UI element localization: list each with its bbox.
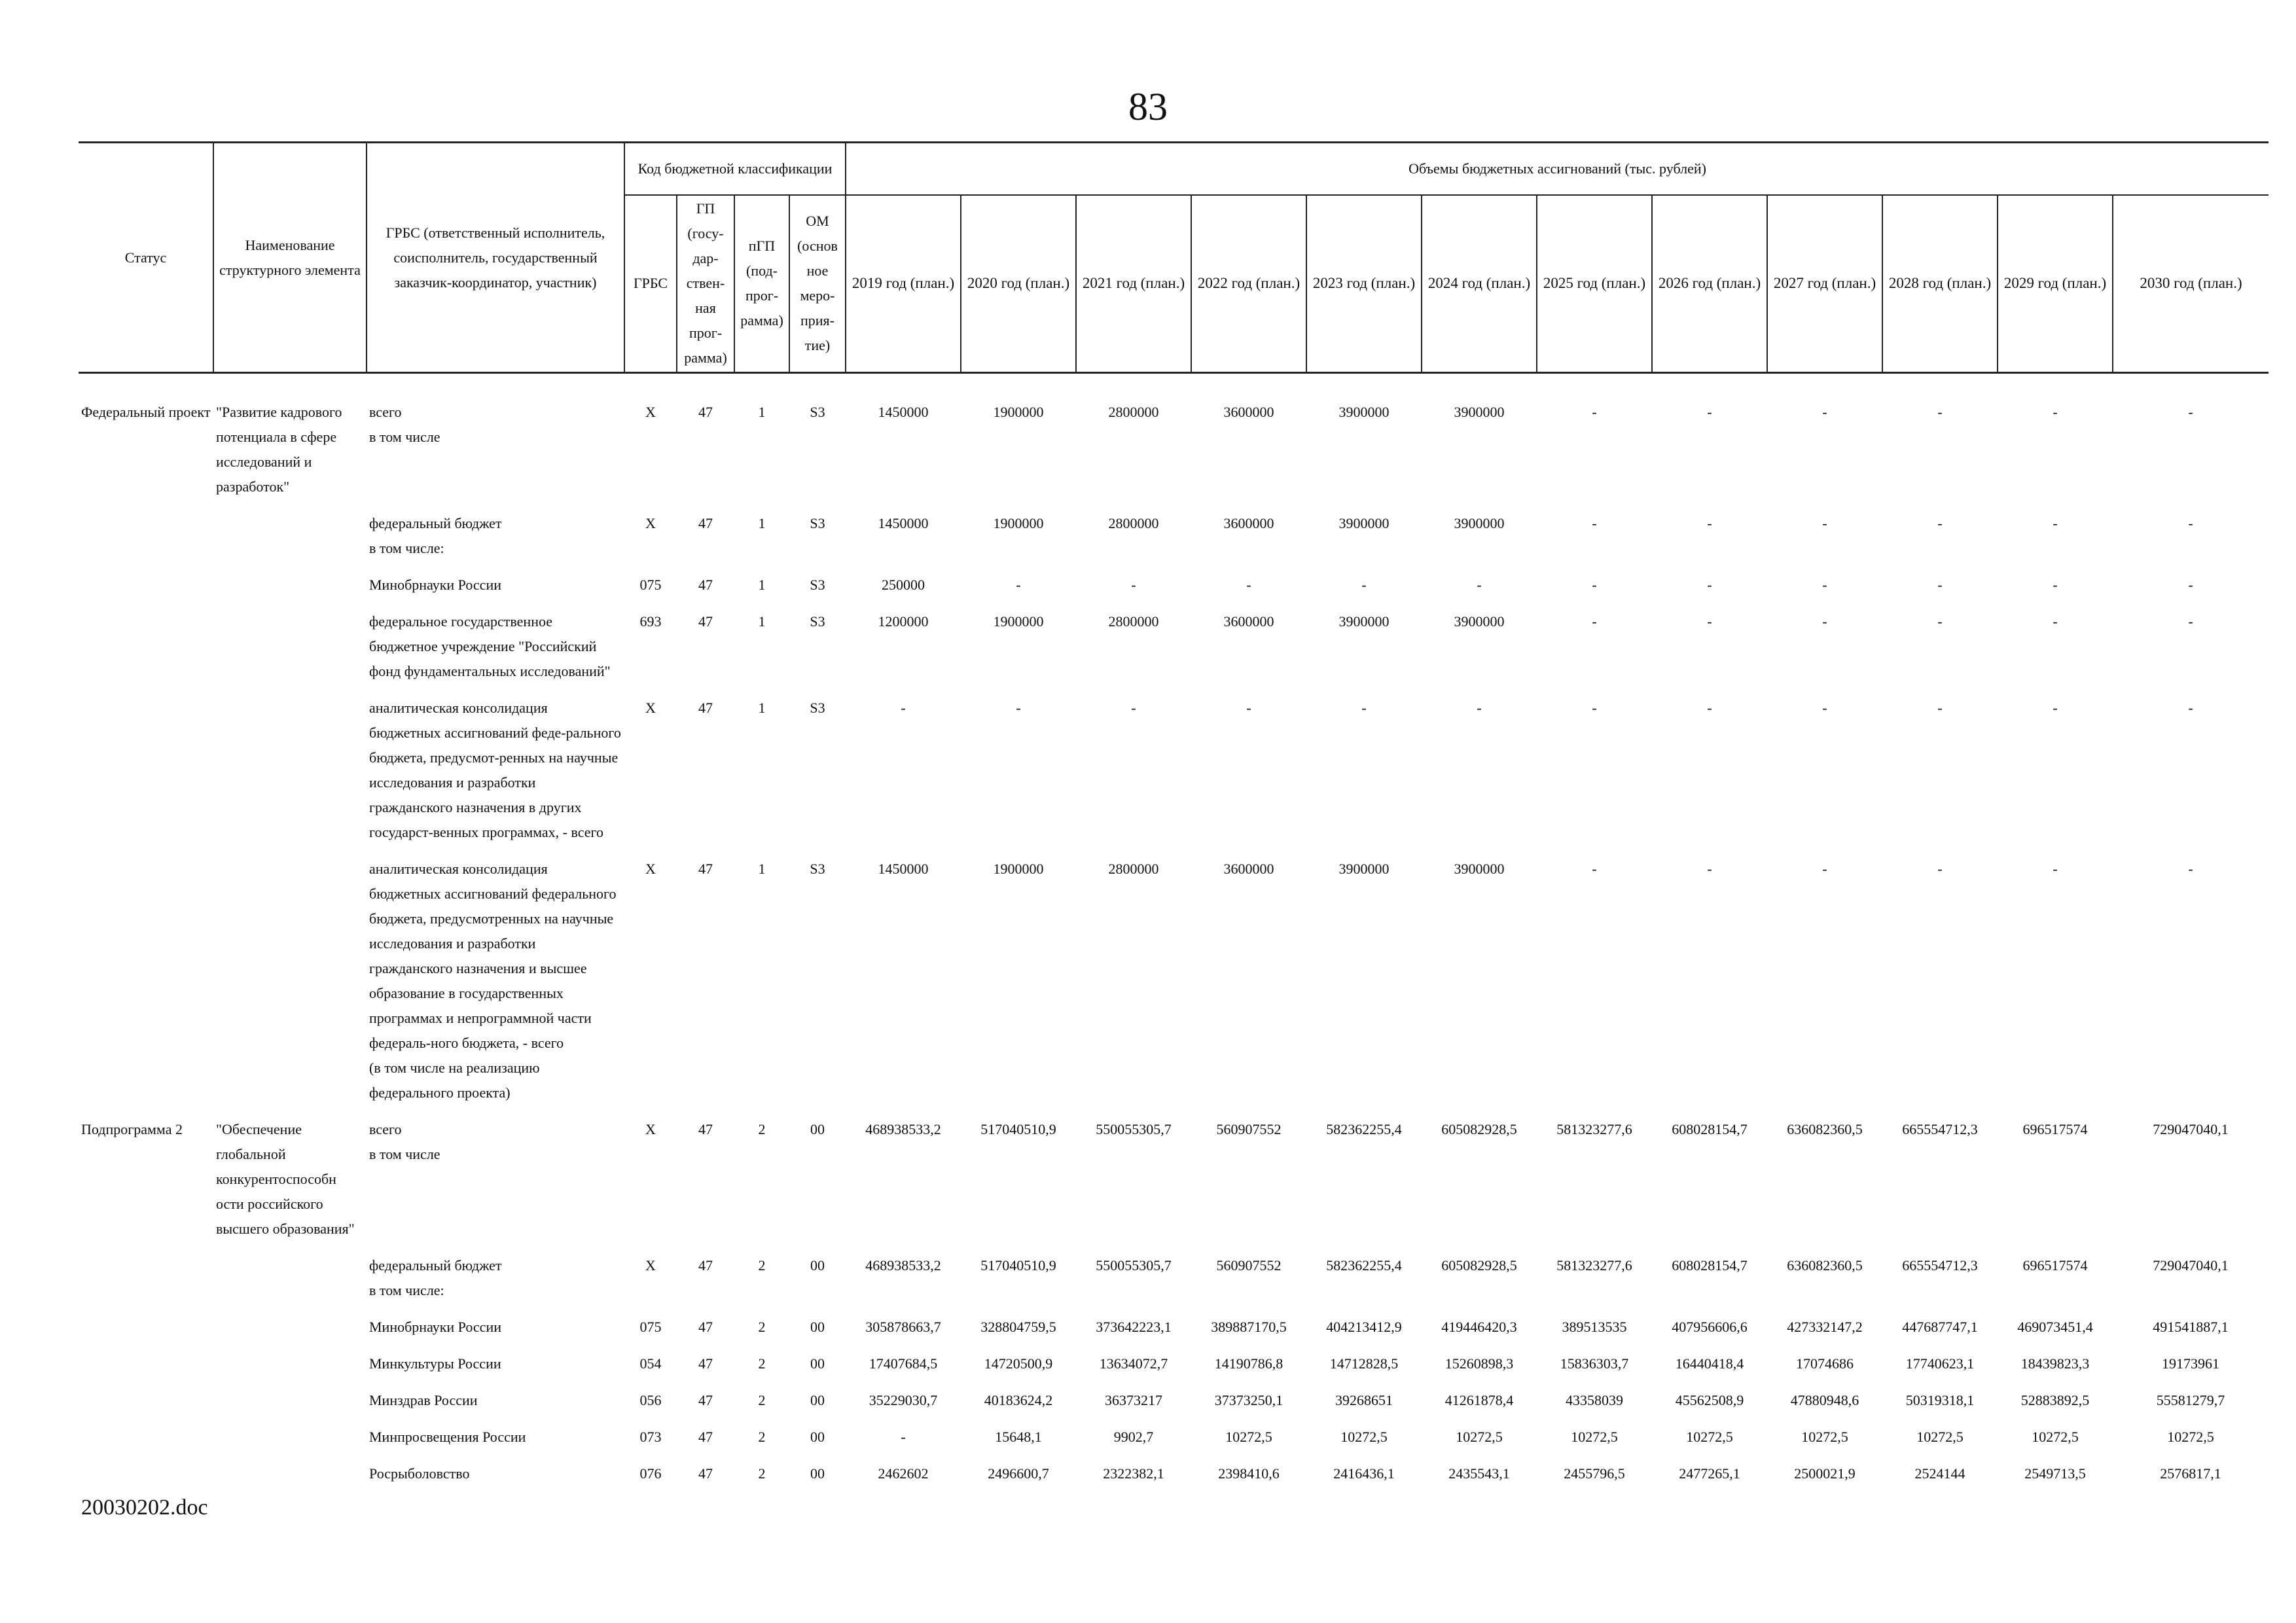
header-year: 2021 год (план.)	[1076, 195, 1191, 373]
row-year-value: -	[1937, 515, 1943, 531]
row-gp-code: 47	[698, 1392, 713, 1408]
row-year-value: 419446420,3	[1441, 1319, 1517, 1335]
table-row	[79, 397, 2269, 508]
header-om: ОМ (основ ное меро-прия-тие)	[789, 195, 846, 373]
row-structural-element: "Развитие кадрового потенциала в сфере исследований и разработок"	[216, 404, 342, 495]
row-year-value: 17740623,1	[1905, 1355, 1975, 1372]
row-year-value: 3900000	[1454, 515, 1505, 531]
row-om-code: 00	[810, 1121, 825, 1137]
header-year: 2027 год (план.)	[1767, 195, 1882, 373]
row-year-value: 2549713,5	[2024, 1465, 2086, 1482]
row-year-value: 15836303,7	[1560, 1355, 1629, 1372]
row-year-value: -	[2053, 613, 2058, 630]
row-grbs-code: Х	[645, 861, 656, 877]
header-grbs: ГРБС	[624, 195, 677, 373]
row-structural-element	[213, 508, 367, 570]
row-year-value: 389513535	[1562, 1319, 1627, 1335]
row-year-value: 3600000	[1223, 613, 1274, 630]
table-row	[79, 854, 2269, 1115]
row-gp-code: 47	[698, 613, 713, 630]
row-status: Подпрограмма 2	[81, 1121, 183, 1137]
header-volumes: Объемы бюджетных ассигнований (тыс. рублей)	[846, 143, 2269, 195]
row-year-value: 1450000	[878, 404, 929, 420]
row-grbs-description: федеральное государственное бюджетное учреждение "Российский фонд фундаментальных исследований"	[369, 613, 611, 679]
row-pgp-code: 2	[758, 1392, 766, 1408]
row-gp-code: 47	[698, 1465, 713, 1482]
row-year-value: -	[1707, 613, 1712, 630]
footer-filename: 20030202.doc	[81, 1495, 208, 1520]
row-year-value: 55581279,7	[2156, 1392, 2225, 1408]
row-year-value: -	[1707, 404, 1712, 420]
row-year-value: -	[901, 1429, 906, 1445]
row-pgp-code: 2	[758, 1257, 766, 1274]
row-year-value: 10272,5	[1340, 1429, 1388, 1445]
row-year-value: 3900000	[1338, 613, 1390, 630]
row-pgp-code: 2	[758, 1465, 766, 1482]
row-year-value: 447687747,1	[1902, 1319, 1978, 1335]
row-year-value: -	[1937, 861, 1943, 877]
row-status	[79, 1422, 213, 1459]
row-year-value: 2496600,7	[988, 1465, 1049, 1482]
row-structural-element	[213, 1459, 367, 1495]
row-gp-code: 47	[698, 515, 713, 531]
row-pgp-code: 1	[758, 404, 766, 420]
row-year-value: -	[1822, 700, 1827, 716]
row-gp-code: 47	[698, 700, 713, 716]
row-year-value: -	[1937, 404, 1943, 420]
row-year-value: 3900000	[1338, 515, 1390, 531]
row-year-value: 1450000	[878, 515, 929, 531]
row-year-value: -	[2053, 577, 2058, 593]
header-name: Наименование структурного элемента	[213, 143, 367, 373]
row-om-code: S3	[810, 861, 825, 877]
row-year-value: 1200000	[878, 613, 929, 630]
row-grbs-code: 073	[639, 1429, 662, 1445]
row-year-value: -	[1937, 577, 1943, 593]
row-om-code: 00	[810, 1465, 825, 1482]
row-year-value: 14720500,9	[984, 1355, 1053, 1372]
row-gp-code: 47	[698, 404, 713, 420]
row-year-value: -	[2188, 404, 2193, 420]
row-year-value: 665554712,3	[1902, 1121, 1978, 1137]
row-year-value: 39268651	[1335, 1392, 1393, 1408]
row-year-value: 560907552	[1216, 1257, 1282, 1274]
table-body	[79, 373, 2269, 1496]
row-year-value: -	[1361, 700, 1367, 716]
row-year-value: 3900000	[1454, 861, 1505, 877]
row-gp-code: 47	[698, 1319, 713, 1335]
row-year-value: 16440418,4	[1675, 1355, 1744, 1372]
row-gp-code: 47	[698, 861, 713, 877]
row-year-value: -	[1822, 861, 1827, 877]
row-year-value: 10272,5	[1456, 1429, 1503, 1445]
row-year-value: 1900000	[993, 613, 1044, 630]
row-pgp-code: 2	[758, 1319, 766, 1335]
row-grbs-code: 056	[639, 1392, 662, 1408]
row-year-value: 52883892,5	[2020, 1392, 2090, 1408]
row-year-value: 550055305,7	[1096, 1257, 1172, 1274]
table-row	[79, 1385, 2269, 1422]
row-pgp-code: 2	[758, 1429, 766, 1445]
row-year-value: -	[2053, 404, 2058, 420]
row-year-value: 3900000	[1454, 404, 1505, 420]
row-grbs-description: всего в том числе	[369, 404, 440, 445]
row-year-value: 305878663,7	[865, 1319, 941, 1335]
row-year-value: 13634072,7	[1099, 1355, 1168, 1372]
row-year-value: 517040510,9	[980, 1121, 1056, 1137]
row-status	[79, 693, 213, 854]
row-year-value: 605082928,5	[1441, 1257, 1517, 1274]
budget-table	[79, 141, 2269, 1495]
row-year-value: 427332147,2	[1787, 1319, 1863, 1335]
row-year-value: 40183624,2	[984, 1392, 1053, 1408]
table-row	[79, 1422, 2269, 1459]
row-year-value: 1900000	[993, 515, 1044, 531]
row-om-code: S3	[810, 613, 825, 630]
row-status	[79, 1349, 213, 1385]
row-year-value: -	[1937, 613, 1943, 630]
row-year-value: 10272,5	[1686, 1429, 1733, 1445]
row-year-value: 10272,5	[2032, 1429, 2079, 1445]
row-pgp-code: 2	[758, 1121, 766, 1137]
row-year-value: 550055305,7	[1096, 1121, 1172, 1137]
row-year-value: 45562508,9	[1675, 1392, 1744, 1408]
row-year-value: 582362255,4	[1326, 1257, 1402, 1274]
row-structural-element: "Обеспечение глобальной конкурентоспособн ости российского высшего образования"	[216, 1121, 355, 1237]
row-grbs-description: Росрыболовство	[369, 1465, 470, 1482]
header-pgp: пГП (под-прог-рамма)	[734, 195, 789, 373]
row-om-code: S3	[810, 404, 825, 420]
row-gp-code: 47	[698, 1355, 713, 1372]
row-year-value: -	[1016, 700, 1021, 716]
row-pgp-code: 1	[758, 861, 766, 877]
row-grbs-code: 075	[639, 577, 662, 593]
row-year-value: 468938533,2	[865, 1257, 941, 1274]
row-year-value: -	[1707, 515, 1712, 531]
row-year-value: -	[1707, 700, 1712, 716]
row-year-value: 581323277,6	[1556, 1257, 1632, 1274]
row-year-value: 43358039	[1566, 1392, 1624, 1408]
row-year-value: 3600000	[1223, 515, 1274, 531]
header-year: 2020 год (план.)	[961, 195, 1076, 373]
row-om-code: 00	[810, 1392, 825, 1408]
header-year: 2022 год (план.)	[1191, 195, 1306, 373]
row-year-value: 2800000	[1108, 515, 1159, 531]
table-row	[79, 1459, 2269, 1495]
row-year-value: 491541887,1	[2153, 1319, 2229, 1335]
row-year-value: -	[2188, 515, 2193, 531]
row-status	[79, 508, 213, 570]
row-om-code: S3	[810, 515, 825, 531]
header-status: Статус	[79, 143, 213, 373]
row-om-code: 00	[810, 1355, 825, 1372]
row-year-value: 2800000	[1108, 861, 1159, 877]
row-year-value: 3600000	[1223, 861, 1274, 877]
row-grbs-description: аналитическая консолидация бюджетных ассигнований федерального бюджета, предусмотренных на научные исследования и разработки гражданского назначения и высшее образование в государственных программах и непрограммной части федераль-ного бюджета, - всего (в том числе на реализацию федерального проекта)	[369, 861, 617, 1101]
row-year-value: 581323277,6	[1556, 1121, 1632, 1137]
header-year: 2028 год (план.)	[1882, 195, 1998, 373]
row-year-value: 636082360,5	[1787, 1121, 1863, 1137]
row-structural-element	[213, 1422, 367, 1459]
row-year-value: -	[1937, 700, 1943, 716]
row-grbs-code: Х	[645, 1257, 656, 1274]
row-year-value: -	[1592, 515, 1597, 531]
row-year-value: 10272,5	[1571, 1429, 1618, 1445]
row-year-value: -	[1822, 577, 1827, 593]
row-year-value: 2524144	[1914, 1465, 1965, 1482]
row-grbs-code: 054	[639, 1355, 662, 1372]
header-year: 2024 год (план.)	[1422, 195, 1537, 373]
row-grbs-description: Минобрнауки России	[369, 577, 501, 593]
row-status	[79, 1385, 213, 1422]
row-year-value: 15648,1	[995, 1429, 1042, 1445]
row-year-value: -	[1477, 700, 1482, 716]
row-status	[79, 607, 213, 693]
row-gp-code: 47	[698, 1429, 713, 1445]
row-year-value: 14712828,5	[1329, 1355, 1399, 1372]
row-year-value: -	[1822, 515, 1827, 531]
row-grbs-code: Х	[645, 1121, 656, 1137]
row-year-value: -	[1592, 577, 1597, 593]
row-year-value: 17074686	[1796, 1355, 1854, 1372]
row-year-value: -	[1592, 404, 1597, 420]
row-grbs-description: Минздрав России	[369, 1392, 478, 1408]
header-year: 2030 год (план.)	[2113, 195, 2269, 373]
row-year-value: 696517574	[2022, 1257, 2088, 1274]
row-year-value: -	[1131, 700, 1136, 716]
row-year-value: 37373250,1	[1214, 1392, 1283, 1408]
row-year-value: -	[2188, 861, 2193, 877]
row-grbs-code: 075	[639, 1319, 662, 1335]
row-year-value: -	[1822, 404, 1827, 420]
row-year-value: 17407684,5	[869, 1355, 938, 1372]
row-year-value: 582362255,4	[1326, 1121, 1402, 1137]
row-year-value: 729047040,1	[2153, 1257, 2229, 1274]
row-year-value: -	[1361, 577, 1367, 593]
row-year-value: 14190786,8	[1214, 1355, 1283, 1372]
row-status	[79, 1251, 213, 1312]
row-year-value: -	[2053, 861, 2058, 877]
row-year-value: 50319318,1	[1905, 1392, 1975, 1408]
row-year-value: 36373217	[1105, 1392, 1163, 1408]
row-year-value: 19173961	[2162, 1355, 2220, 1372]
row-year-value: 35229030,7	[869, 1392, 938, 1408]
row-pgp-code: 1	[758, 700, 766, 716]
row-year-value: 389887170,5	[1211, 1319, 1287, 1335]
row-year-value: -	[1707, 861, 1712, 877]
row-om-code: S3	[810, 700, 825, 716]
row-year-value: 469073451,4	[2017, 1319, 2093, 1335]
row-grbs-code: Х	[645, 404, 656, 420]
row-status	[79, 1312, 213, 1349]
row-year-value: 1900000	[993, 861, 1044, 877]
row-structural-element	[213, 1251, 367, 1312]
row-year-value: 10272,5	[1801, 1429, 1848, 1445]
row-structural-element	[213, 1349, 367, 1385]
table-row	[79, 570, 2269, 607]
row-year-value: 665554712,3	[1902, 1257, 1978, 1274]
row-pgp-code: 1	[758, 613, 766, 630]
row-year-value: -	[1246, 577, 1251, 593]
row-year-value: 404213412,9	[1326, 1319, 1402, 1335]
row-year-value: -	[901, 700, 906, 716]
row-structural-element	[213, 1312, 367, 1349]
header-year: 2026 год (план.)	[1652, 195, 1767, 373]
table-row	[79, 1115, 2269, 1251]
row-grbs-description: Минкультуры России	[369, 1355, 501, 1372]
header-gp: ГП (госу-дар-ствен-ная прог-рамма)	[677, 195, 734, 373]
row-year-value: 729047040,1	[2153, 1121, 2229, 1137]
row-year-value: -	[1016, 577, 1021, 593]
row-year-value: 517040510,9	[980, 1257, 1056, 1274]
row-year-value: 1450000	[878, 861, 929, 877]
row-om-code: 00	[810, 1319, 825, 1335]
row-year-value: 2398410,6	[1218, 1465, 1280, 1482]
row-status	[79, 570, 213, 607]
row-om-code: 00	[810, 1257, 825, 1274]
row-structural-element	[213, 570, 367, 607]
row-status	[79, 1459, 213, 1495]
page-number: 83	[1128, 85, 1168, 128]
header-year: 2025 год (план.)	[1537, 195, 1652, 373]
row-year-value: 41261878,4	[1444, 1392, 1514, 1408]
row-grbs-description: Минобрнауки России	[369, 1319, 501, 1335]
row-year-value: 1900000	[993, 404, 1044, 420]
row-year-value: 608028154,7	[1672, 1121, 1748, 1137]
row-gp-code: 47	[698, 577, 713, 593]
row-structural-element	[213, 693, 367, 854]
row-year-value: -	[2188, 613, 2193, 630]
table-row	[79, 1251, 2269, 1312]
row-year-value: 605082928,5	[1441, 1121, 1517, 1137]
row-year-value: 407956606,6	[1672, 1319, 1748, 1335]
header-year: 2019 год (план.)	[846, 195, 961, 373]
row-year-value: 468938533,2	[865, 1121, 941, 1137]
row-year-value: 373642223,1	[1096, 1319, 1172, 1335]
row-year-value: 10272,5	[2167, 1429, 2214, 1445]
row-year-value: 2455796,5	[1564, 1465, 1625, 1482]
row-year-value: -	[1592, 861, 1597, 877]
header-code-group: Код бюджетной классификации	[624, 143, 846, 195]
row-grbs-code: 693	[639, 613, 662, 630]
row-year-value: -	[1592, 613, 1597, 630]
row-year-value: 10272,5	[1916, 1429, 1964, 1445]
row-year-value: 560907552	[1216, 1121, 1282, 1137]
row-year-value: 18439823,3	[2020, 1355, 2090, 1372]
row-grbs-code: 076	[639, 1465, 662, 1482]
table-row	[79, 508, 2269, 570]
row-year-value: 3600000	[1223, 404, 1274, 420]
row-year-value: -	[1477, 577, 1482, 593]
row-year-value: 47880948,6	[1790, 1392, 1859, 1408]
row-year-value: 2800000	[1108, 404, 1159, 420]
row-year-value: -	[1131, 577, 1136, 593]
header-grbs-full: ГРБС (ответственный исполнитель, соисполнитель, государственный заказчик-координатор, участник)	[367, 143, 624, 373]
row-year-value: 2416436,1	[1333, 1465, 1395, 1482]
row-grbs-description: федеральный бюджет в том числе:	[369, 515, 502, 556]
row-year-value: 328804759,5	[980, 1319, 1056, 1335]
row-year-value: 2800000	[1108, 613, 1159, 630]
table-row	[79, 1349, 2269, 1385]
row-status: Федеральный проект	[81, 404, 211, 420]
row-structural-element	[213, 1385, 367, 1422]
row-status	[79, 854, 213, 1115]
row-year-value: -	[1707, 577, 1712, 593]
row-year-value: -	[2188, 700, 2193, 716]
row-grbs-code: Х	[645, 515, 656, 531]
row-year-value: -	[1592, 700, 1597, 716]
row-year-value: 608028154,7	[1672, 1257, 1748, 1274]
row-gp-code: 47	[698, 1257, 713, 1274]
row-grbs-description: федеральный бюджет в том числе:	[369, 1257, 502, 1298]
row-om-code: S3	[810, 577, 825, 593]
row-year-value: -	[2053, 700, 2058, 716]
row-year-value: 9902,7	[1113, 1429, 1154, 1445]
row-year-value: 2477265,1	[1679, 1465, 1740, 1482]
row-year-value: 2322382,1	[1103, 1465, 1164, 1482]
table-row	[79, 693, 2269, 854]
row-year-value: 3900000	[1338, 404, 1390, 420]
row-year-value: 15260898,3	[1444, 1355, 1514, 1372]
row-year-value: 250000	[882, 577, 925, 593]
row-year-value: 3900000	[1338, 861, 1390, 877]
row-grbs-code: Х	[645, 700, 656, 716]
table-row	[79, 1312, 2269, 1349]
row-year-value: -	[1822, 613, 1827, 630]
row-om-code: 00	[810, 1429, 825, 1445]
row-pgp-code: 1	[758, 515, 766, 531]
row-year-value: -	[2188, 577, 2193, 593]
row-year-value: 2435543,1	[1448, 1465, 1510, 1482]
row-grbs-description: всего в том числе	[369, 1121, 440, 1162]
row-structural-element	[213, 854, 367, 1115]
row-grbs-description: Минпросвещения России	[369, 1429, 526, 1445]
header-year: 2023 год (план.)	[1306, 195, 1422, 373]
row-year-value: 696517574	[2022, 1121, 2088, 1137]
row-year-value: 2576817,1	[2160, 1465, 2221, 1482]
row-year-value: 3900000	[1454, 613, 1505, 630]
row-year-value: -	[2053, 515, 2058, 531]
row-structural-element	[213, 607, 367, 693]
header-year: 2029 год (план.)	[1998, 195, 2113, 373]
row-year-value: 10272,5	[1225, 1429, 1272, 1445]
row-year-value: 636082360,5	[1787, 1257, 1863, 1274]
table-row	[79, 607, 2269, 693]
row-pgp-code: 2	[758, 1355, 766, 1372]
row-grbs-description: аналитическая консолидация бюджетных ассигнований феде-рального бюджета, предусмот-ренных на научные исследования и разработки гражданского назначения в других государст-венных программах, - всего	[369, 700, 621, 840]
row-year-value: 2500021,9	[1794, 1465, 1856, 1482]
row-gp-code: 47	[698, 1121, 713, 1137]
row-pgp-code: 1	[758, 577, 766, 593]
row-year-value: -	[1246, 700, 1251, 716]
row-year-value: 2462602	[878, 1465, 929, 1482]
